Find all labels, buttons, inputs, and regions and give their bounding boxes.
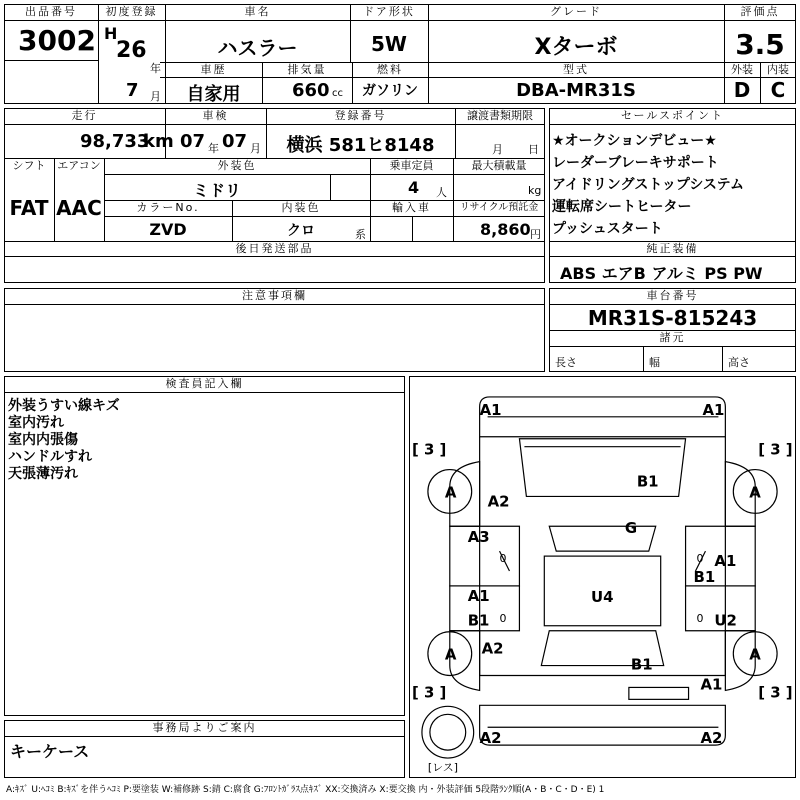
grade-value: Xターボ <box>534 35 618 60</box>
wheel-mark: A <box>444 483 457 502</box>
inspector-note: 天張薄汚れ <box>8 466 78 482</box>
inspector-label: 検査員記入欄 <box>165 377 244 390</box>
capacity-value: 4 <box>408 178 420 197</box>
capacity-unit: 人 <box>436 186 447 199</box>
recycle-label: リサイクル預託金 <box>459 202 539 213</box>
model-label: 型式 <box>563 63 589 76</box>
reg-label: 登録番号 <box>334 109 387 122</box>
tire-depth: [ 3 ] <box>758 440 793 459</box>
transfer-day-unit: 日 <box>528 143 539 156</box>
displacement-unit: cc <box>332 88 343 99</box>
inspection-year: 07 <box>180 131 206 152</box>
displacement-value: 660 <box>292 80 330 101</box>
damage-mark: A2 <box>487 492 510 511</box>
sales-point: プッシュスタート <box>552 221 663 237</box>
month-unit: 月 <box>150 90 161 103</box>
sales-point: 運転席シートヒーター <box>552 199 692 215</box>
shift-value: FAT <box>9 196 49 220</box>
damage-mark: A1 <box>714 552 737 571</box>
inspection-month-unit: 月 <box>250 142 261 155</box>
history-label: 車歴 <box>200 63 227 76</box>
inspector-note: 室内内張傷 <box>8 432 78 448</box>
score-label: 評価点 <box>740 5 780 18</box>
reg-number: 横浜 581ヒ8148 <box>286 135 435 156</box>
zero-mark: 0 <box>696 611 704 625</box>
score-value: 3.5 <box>735 28 785 61</box>
later-parts-label: 後日発送部品 <box>235 242 314 255</box>
damage-mark: A1 <box>700 675 723 694</box>
chassis-label: 車台番号 <box>646 289 699 302</box>
capacity-label: 乗車定員 <box>389 159 434 172</box>
fuel-value: ガソリン <box>362 83 418 99</box>
recycle-unit: 円 <box>530 228 541 241</box>
model-value: DBA-MR31S <box>516 80 636 101</box>
damage-mark: B1 <box>630 655 653 674</box>
mileage-unit: km <box>143 131 174 152</box>
exterior-label: 外装 <box>731 63 753 76</box>
exterior-score: D <box>733 78 751 102</box>
inspection-label: 車検 <box>202 109 229 122</box>
first-reg-label: 初度登録 <box>105 5 158 18</box>
spare-tire-label: [レス] <box>427 760 459 774</box>
office-value: キーケース <box>10 742 90 761</box>
sales-point: アイドリングストップシステム <box>552 177 744 193</box>
legend: A:ｷｽﾞ U:ﾍｺﾐ B:ｷｽﾞを伴うﾍｺﾐ P:要塗装 W:補修跡 S:錆 C:腐食 G:ﾌﾛﾝﾄｶﾞﾗｽ点ｷｽﾞ XX:交換済み X:要交換 内・外装評価 5段階ﾗﾝｸ順(A・B・C・D・E) 1 <box>6 785 605 795</box>
color-no-value: ZVD <box>149 220 187 239</box>
sales-point: ★オークションデビュー★ <box>552 133 717 149</box>
zero-mark: 0 <box>499 611 507 625</box>
month-value: 7 <box>126 80 139 101</box>
mileage-label: 走行 <box>71 109 98 122</box>
damage-mark: G <box>624 519 638 538</box>
tire-depth: [ 3 ] <box>411 440 447 459</box>
damage-mark: U4 <box>591 587 614 606</box>
width-label: 幅 <box>649 356 660 369</box>
notes-label: 注意事項欄 <box>242 289 307 302</box>
equipment-value: ABS エアB アルミ PS PW <box>560 264 763 283</box>
interior-label: 内装 <box>767 63 789 76</box>
color-no-label: カラーNo. <box>136 201 200 214</box>
wheel-mark: A <box>444 645 457 664</box>
import-label: 輸入車 <box>392 201 431 214</box>
car-name: ハスラー <box>217 36 298 60</box>
length-label: 長さ <box>555 356 577 369</box>
load-unit: kg <box>528 184 542 197</box>
mileage-value: 98,733 <box>80 131 150 152</box>
exterior-color-value: ミドリ <box>192 181 241 200</box>
ac-value: AAC <box>56 196 102 220</box>
zero-mark: 0 <box>696 552 704 566</box>
sales-point: レーダーブレーキサポート <box>552 155 719 171</box>
wheel-mark: A <box>749 645 761 664</box>
exterior-color-label: 外装色 <box>217 159 257 172</box>
inspection-year-unit: 年 <box>208 142 219 155</box>
car-damage-diagram <box>409 376 796 778</box>
interior-color-unit: 系 <box>355 228 366 241</box>
damage-mark: A1 <box>467 586 490 605</box>
damage-mark: A2 <box>479 729 502 748</box>
equipment-label: 純正装備 <box>646 242 699 255</box>
spec-label: 諸元 <box>659 331 686 344</box>
tire-depth: [ 3 ] <box>411 683 447 702</box>
inspector-note: 外装うすい線キズ <box>8 398 120 414</box>
damage-mark: A2 <box>700 729 723 748</box>
chassis-number: MR31S-815243 <box>587 306 758 330</box>
damage-mark: U2 <box>714 611 737 630</box>
history-value: 自家用 <box>186 84 241 105</box>
transfer-label: 譲渡書類期限 <box>467 109 533 122</box>
lot-label: 出品番号 <box>25 5 77 18</box>
fuel-label: 燃料 <box>377 63 403 76</box>
year-unit: 年 <box>150 62 161 75</box>
lot-number: 3002 <box>18 24 96 57</box>
office-label: 事務局よりご案内 <box>152 721 257 734</box>
inspector-note: 室内汚れ <box>8 415 64 431</box>
displacement-label: 排気量 <box>287 63 327 76</box>
interior-score: C <box>770 78 786 102</box>
inspector-note: ハンドルすれ <box>8 449 92 465</box>
transfer-month-unit: 月 <box>492 143 503 156</box>
shift-label: シフト <box>12 159 46 172</box>
year-value: 26 <box>116 38 147 63</box>
car-name-label: 車名 <box>244 5 271 18</box>
damage-mark: B1 <box>636 472 659 491</box>
wheel-mark: A <box>749 483 761 502</box>
load-label: 最大積載量 <box>471 159 527 172</box>
grade-label: グレード <box>550 5 602 18</box>
door-value: 5W <box>371 32 407 56</box>
height-label: 高さ <box>728 356 750 369</box>
zero-mark: 0 <box>499 552 507 566</box>
door-label: ドア形状 <box>363 5 415 18</box>
damage-mark: A2 <box>481 639 504 658</box>
inspector-block <box>4 376 405 716</box>
sales-points-label: セールスポイント <box>620 109 724 122</box>
interior-color-label: 内装色 <box>281 201 321 214</box>
recycle-value: 8,860 <box>480 220 531 239</box>
inspection-month: 07 <box>222 131 248 152</box>
interior-color-value: クロ <box>287 223 315 239</box>
era: H <box>104 24 118 43</box>
ac-label: エアコン <box>57 159 101 172</box>
damage-mark: B1 <box>467 611 490 630</box>
damage-mark: A3 <box>467 528 490 547</box>
damage-mark: A1 <box>479 400 502 419</box>
damage-mark: A1 <box>702 400 725 419</box>
damage-mark: B1 <box>693 567 716 586</box>
tire-depth: [ 3 ] <box>758 683 793 702</box>
